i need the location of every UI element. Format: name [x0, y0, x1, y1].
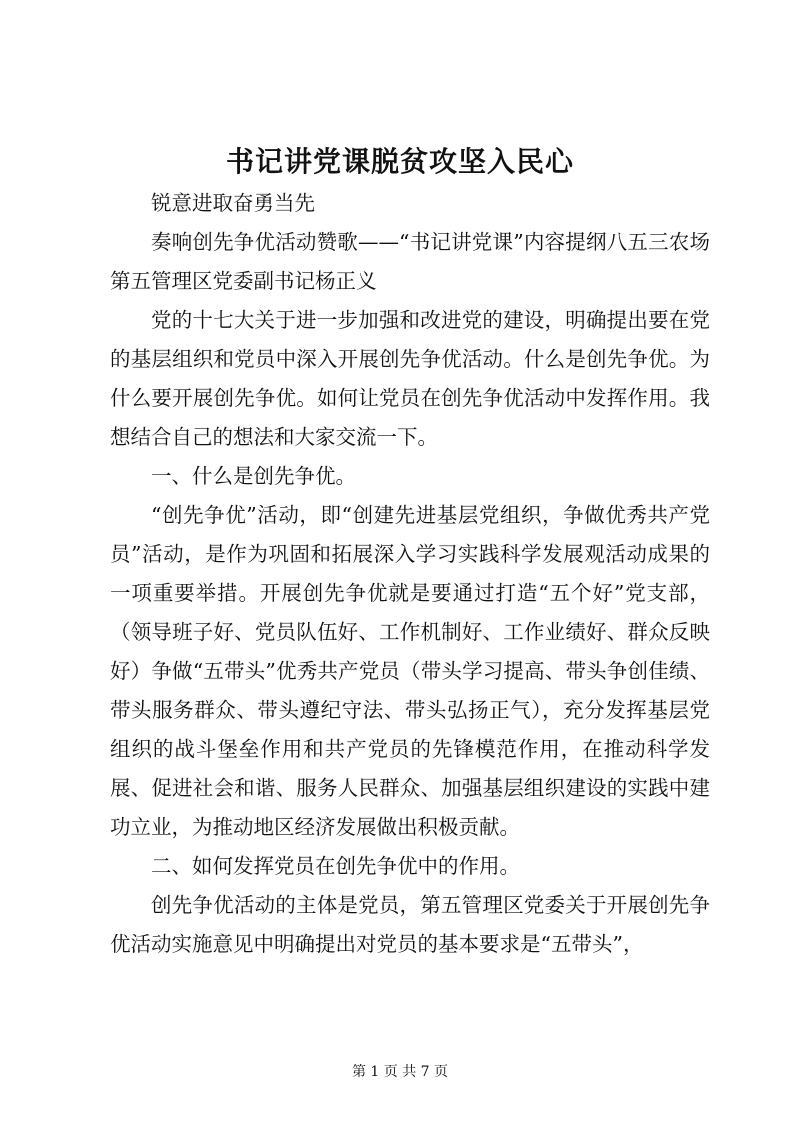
section-heading-2: 二、如何发挥党员在创先争优中的作用。 [151, 854, 520, 878]
document-body [110, 184, 710, 964]
paragraph-section-2: 创先争优活动的主体是党员，第五管理区党委关于开展创先争优活动实施意见中明确提出对党员的基本要求是“五带头”， [110, 893, 710, 956]
paragraph-intro: 党的十七大关于进一步加强和改进党的建设，明确提出要在党的基层组织和党员中深入开展创先争优活动。什么是创先争优。为什么要开展创先争优。如何让党员在创先争优活动中发挥作用。我想结合自己的想法和大家交流一下。 [110, 308, 710, 449]
paragraph-subtitle: 锐意进取奋勇当先 [151, 191, 315, 215]
page-number-footer: 第 1 页 共 7 页 [351, 1064, 449, 1080]
paragraph-section-1: “创先争优”活动，即“创建先进基层党组织，争做优秀共产党员”活动，是作为巩固和拓展深入学习实践科学发展观活动成果的一项重要举措。开展创先争优就是要通过打造“五个好”党支部，（领导班子好、党员队伍好、工作机制好、工作业绩好、群众反映好）争做“五带头”优秀共产党员（带头学习提高、带头争创佳绩、带头服务群众、带头遵纪守法、带头弘扬正气），充分发挥基层党组织的战斗堡垒作用和共产党员的先锋模范作用，在推动科学发展、促进社会和谐、服务人民群众、加强基层组织建设的实践中建功立业，为推动地区经济发展做出积极贡献。 [110, 503, 710, 839]
document-title: 书记讲党课脱贫攻坚入民心 [225, 145, 574, 178]
section-heading-1: 一、什么是创先争优。 [151, 464, 356, 488]
paragraph-heading-line: 奏响创先争优活动赞歌——“书记讲党课”内容提纲八五三农场第五管理区党委副书记杨正义 [110, 230, 710, 293]
